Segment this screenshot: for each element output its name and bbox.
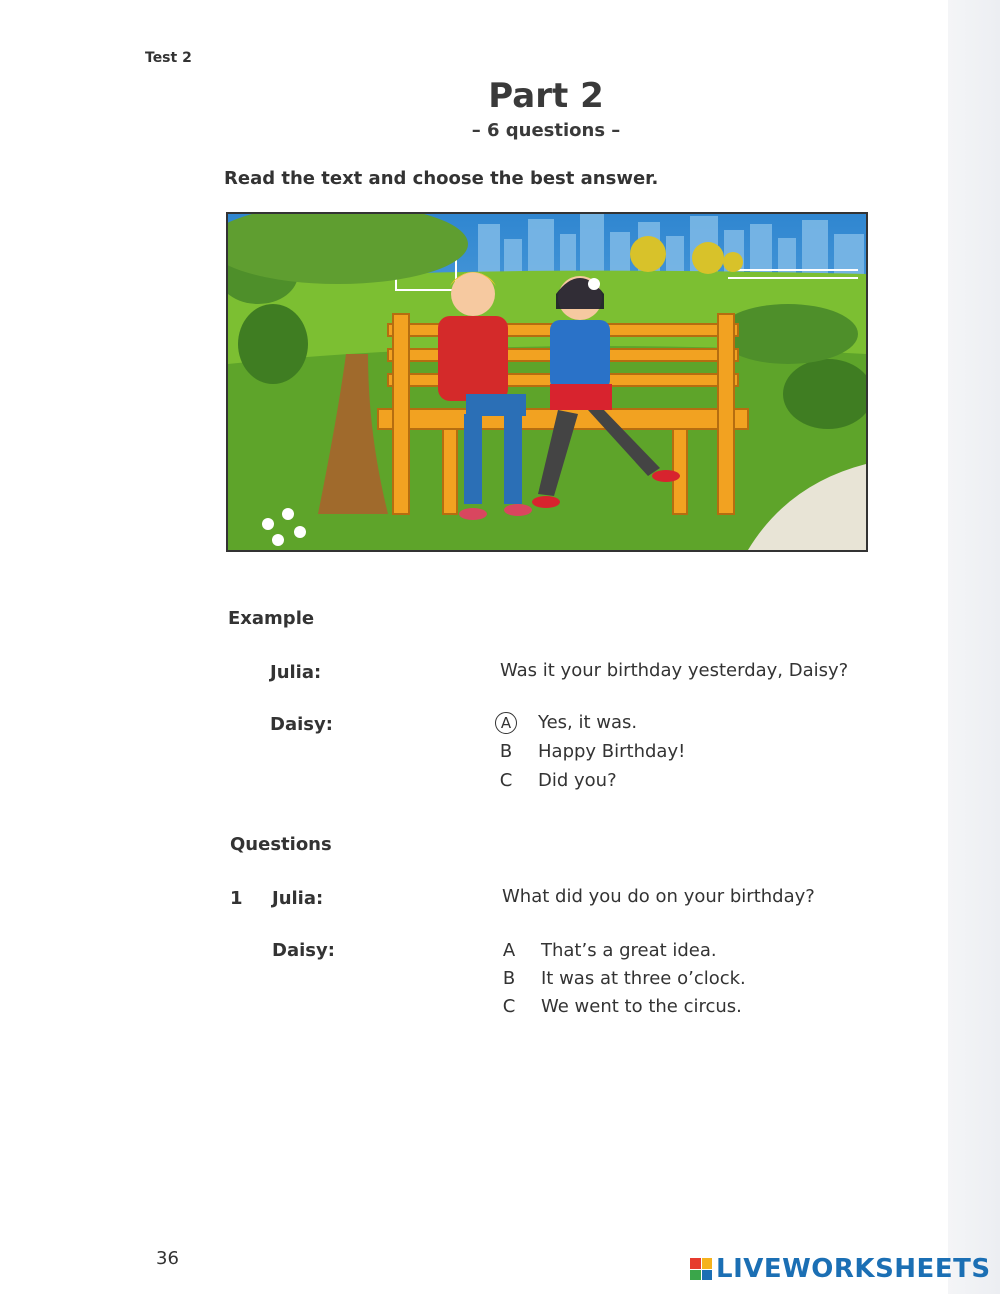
part-subtitle: – 6 questions – bbox=[471, 120, 621, 141]
example-option-b-letter[interactable]: B bbox=[499, 741, 513, 762]
example-option-b[interactable]: Happy Birthday! bbox=[538, 741, 686, 762]
example-option-a[interactable]: Yes, it was. bbox=[538, 712, 638, 733]
question-number: 1 bbox=[230, 888, 243, 909]
question-option-c[interactable]: We went to the circus. bbox=[541, 996, 742, 1017]
question-option-b-letter[interactable]: B bbox=[502, 968, 516, 989]
liveworksheets-logo-icon bbox=[690, 1258, 712, 1280]
question-option-b[interactable]: It was at three o’clock. bbox=[541, 968, 746, 989]
questions-label: Questions bbox=[230, 834, 332, 855]
question-option-c-letter[interactable]: C bbox=[502, 996, 516, 1017]
park-scene-image bbox=[228, 214, 866, 550]
test-label: Test 2 bbox=[145, 50, 192, 66]
page-number: 36 bbox=[156, 1248, 179, 1269]
instruction: Read the text and choose the best answer. bbox=[224, 168, 659, 189]
question-speaker-daisy: Daisy: bbox=[272, 940, 335, 961]
park-illustration bbox=[226, 212, 868, 552]
question-option-a[interactable]: That’s a great idea. bbox=[541, 940, 717, 961]
example-label: Example bbox=[228, 608, 315, 629]
example-speaker-julia: Julia: bbox=[270, 662, 322, 683]
example-question: Was it your birthday yesterday, Daisy? bbox=[500, 660, 849, 681]
circled-answer-marker: A bbox=[495, 712, 517, 734]
example-speaker-daisy: Daisy: bbox=[270, 714, 333, 735]
question-speaker-julia: Julia: bbox=[272, 888, 324, 909]
example-option-c[interactable]: Did you? bbox=[538, 770, 617, 791]
part-title: Part 2 bbox=[488, 76, 604, 116]
brand-name: LIVEWORKSHEETS bbox=[716, 1254, 991, 1284]
page-edge bbox=[948, 0, 1000, 1294]
example-option-a-letter[interactable] bbox=[494, 712, 518, 734]
question-text: What did you do on your birthday? bbox=[502, 886, 815, 907]
example-option-c-letter[interactable]: C bbox=[499, 770, 513, 791]
liveworksheets-brand[interactable] bbox=[690, 1254, 991, 1284]
question-option-a-letter[interactable]: A bbox=[502, 940, 516, 961]
